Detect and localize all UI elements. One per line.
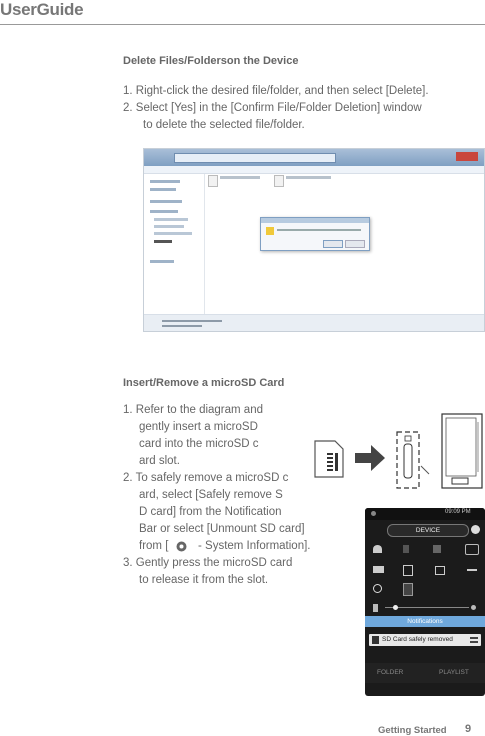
forward-icon[interactable] bbox=[467, 569, 477, 571]
expand-icon[interactable] bbox=[470, 637, 478, 643]
microsd-card-illustration bbox=[313, 439, 345, 479]
bottom-tabs bbox=[365, 663, 485, 683]
gear-icon bbox=[175, 540, 188, 553]
bluetooth-icon[interactable] bbox=[403, 545, 409, 553]
microsd-steps: 1. Refer to the diagram and gently insert a microSD card into the microSD c ard slot. 2. To safely remove a microSD c ard, select [Safely remove S D card] from the Notification Bar or select [Unmount SD card] from [ - System Information]. 3. Gently press the microSD card to release it from the slot. bbox=[123, 404, 311, 586]
notifications-header bbox=[365, 616, 485, 627]
section-title-delete: Delete Files/Folderson the Device bbox=[123, 55, 299, 67]
section-title-microsd: Insert/Remove a microSD Card bbox=[123, 377, 285, 389]
status-time: 09:09 PM bbox=[445, 509, 471, 515]
page-number: 9 bbox=[465, 723, 472, 735]
confirm-delete-dialog bbox=[260, 217, 370, 251]
yes-button[interactable] bbox=[323, 240, 343, 248]
sd-removed-notification[interactable] bbox=[369, 634, 481, 646]
phone-notification-screenshot bbox=[365, 508, 485, 696]
delete-step-2: 2. Select [Yes] in the [Confirm File/Folder Deletion] window bbox=[123, 102, 422, 114]
close-icon bbox=[456, 152, 478, 161]
sd-card-icon bbox=[372, 636, 379, 644]
file-icon bbox=[208, 175, 218, 187]
volume-thumb[interactable] bbox=[393, 605, 398, 610]
warning-icon bbox=[266, 227, 274, 235]
wifi-icon[interactable] bbox=[373, 545, 382, 553]
footer-section-label: Getting Started bbox=[378, 725, 447, 736]
window-titlebar bbox=[144, 149, 484, 166]
delete-steps bbox=[123, 83, 485, 135]
delete-step-1: 1. Right-click the desired file/folder, and then select [Delete]. bbox=[123, 85, 429, 97]
header-divider bbox=[0, 24, 485, 25]
quick-toggles-row-2 bbox=[373, 565, 477, 575]
microsd-step-3: 3. Gently press the microSD card bbox=[123, 557, 293, 569]
device-side-illustration bbox=[440, 412, 484, 490]
nav-pane bbox=[144, 174, 205, 314]
explorer-screenshot bbox=[143, 148, 485, 332]
dac-icon[interactable] bbox=[465, 544, 479, 555]
eq-icon[interactable] bbox=[373, 566, 384, 573]
settings-icon[interactable] bbox=[471, 525, 480, 534]
no-button[interactable] bbox=[345, 240, 365, 248]
notifications-label: Notifications bbox=[407, 618, 443, 625]
repeat-icon[interactable] bbox=[435, 566, 445, 575]
volume-icon bbox=[373, 604, 378, 612]
power-icon[interactable] bbox=[373, 584, 382, 593]
header-title: UserGuide bbox=[0, 0, 84, 19]
file-icon bbox=[274, 175, 284, 187]
sd-card-icon[interactable] bbox=[403, 583, 413, 596]
sd-removed-label: SD Card safely removed bbox=[382, 636, 453, 643]
delete-step-2-cont: to delete the selected file/folder. bbox=[143, 119, 305, 131]
arrow-right-icon bbox=[355, 445, 385, 471]
microsd-step-1: 1. Refer to the diagram and bbox=[123, 404, 263, 416]
device-pill[interactable] bbox=[387, 524, 469, 537]
status-bar bbox=[365, 508, 485, 520]
microsd-step-2: 2. To safely remove a microSD c bbox=[123, 472, 289, 484]
tab-playlist[interactable]: PLAYLIST bbox=[439, 669, 469, 676]
details-pane bbox=[144, 314, 484, 332]
tab-folder[interactable]: FOLDER bbox=[377, 669, 404, 676]
address-bar bbox=[174, 153, 336, 163]
gain-icon[interactable] bbox=[403, 565, 413, 576]
card-slot-illustration bbox=[395, 430, 433, 490]
usb-icon[interactable] bbox=[433, 545, 441, 553]
quick-toggles-row-3 bbox=[373, 583, 477, 595]
toolbar bbox=[144, 166, 484, 174]
volume-slider[interactable] bbox=[373, 604, 477, 612]
quick-toggles-row-1 bbox=[373, 544, 477, 554]
device-label: DEVICE bbox=[415, 527, 441, 534]
